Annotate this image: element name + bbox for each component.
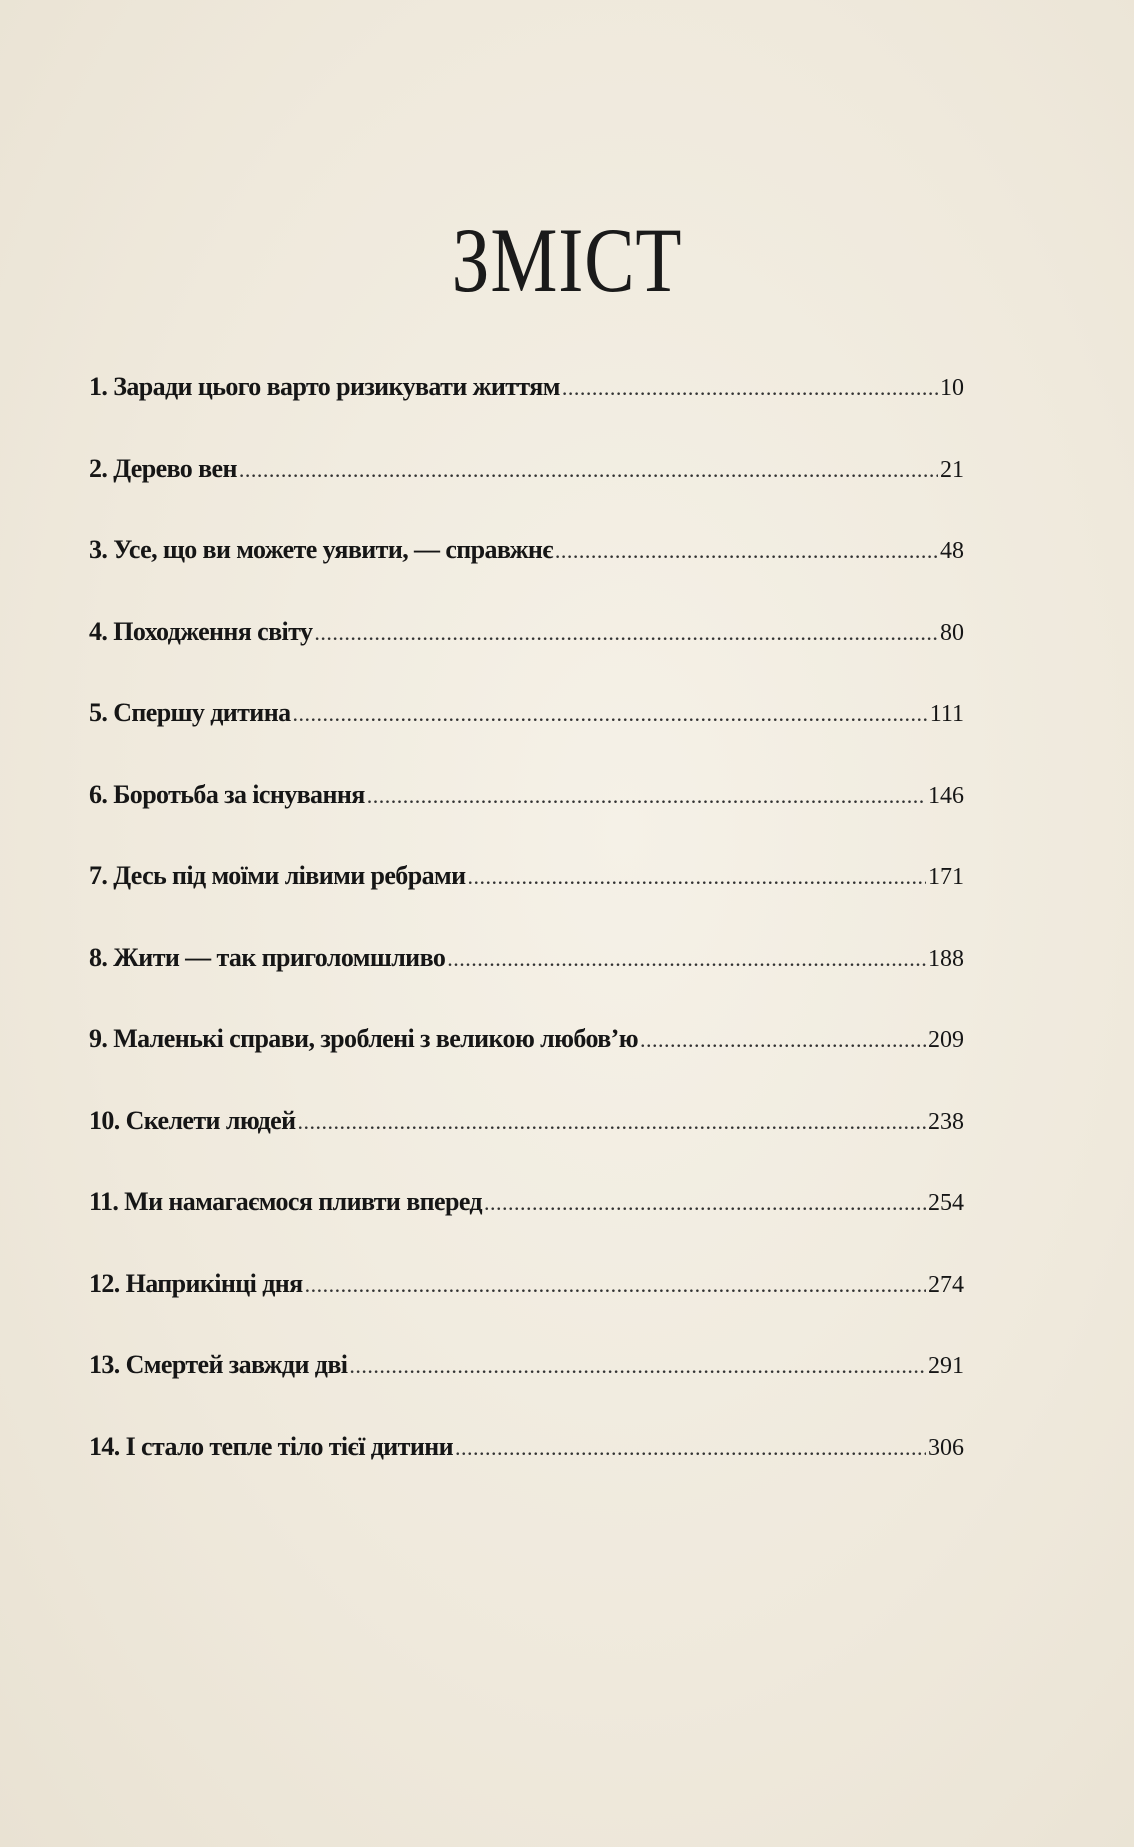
toc-entry-page: 146 xyxy=(928,782,964,809)
dot-leader xyxy=(562,375,938,401)
dot-leader xyxy=(367,783,926,809)
toc-entry-page: 188 xyxy=(928,945,964,972)
toc-entry-title: 3. Усе, що ви можете уявити, — справжнє xyxy=(89,535,553,564)
toc-entry xyxy=(89,617,964,699)
dot-leader xyxy=(467,864,926,890)
toc-entry xyxy=(89,1432,964,1514)
toc-entry xyxy=(89,372,964,454)
toc-entry-title: 8. Жити — так приголомшливо xyxy=(89,942,446,972)
toc-entry-title: 14. І стало тепле тіло тієї дитини xyxy=(89,1431,453,1461)
toc-entry-title: 5. Спершу дитина xyxy=(89,698,291,727)
dot-leader xyxy=(305,1272,926,1298)
toc-entry xyxy=(89,943,964,1025)
toc-entry-title: 4. Походження світу xyxy=(89,616,313,646)
toc-entry xyxy=(89,1187,964,1269)
toc-entry-title: 12. Наприкінці дня xyxy=(89,1268,303,1298)
toc-entry-title: 9. Маленькі справи, зроблені з великою любов’ю xyxy=(89,1024,638,1053)
toc-entry-page: 171 xyxy=(928,864,964,890)
toc-entry xyxy=(89,1350,964,1432)
toc-entry-page: 238 xyxy=(928,1108,964,1135)
toc-entry-page: 10 xyxy=(940,375,964,401)
toc-entry-page: 306 xyxy=(928,1434,964,1461)
toc-entry-title: 2. Дерево вен xyxy=(89,453,237,483)
toc-entry-page: 209 xyxy=(928,1027,964,1053)
toc-entry-title: 7. Десь під моїми лівими ребрами xyxy=(89,861,466,890)
dot-leader xyxy=(239,457,938,483)
dot-leader xyxy=(640,1027,926,1053)
toc-entry-page: 80 xyxy=(940,619,964,646)
dot-leader xyxy=(292,701,927,727)
toc-entry xyxy=(89,535,964,617)
toc-entry-page: 48 xyxy=(940,538,964,564)
toc-entry-title: 11. Ми намагаємося пливти вперед xyxy=(89,1187,482,1216)
toc-entry xyxy=(89,1269,964,1351)
toc-entry xyxy=(89,780,964,862)
toc-entry xyxy=(89,454,964,536)
toc-entry-title: 1. Заради цього варто ризикувати життям xyxy=(89,372,560,401)
dot-leader xyxy=(349,1353,926,1379)
toc-entry-page: 111 xyxy=(929,701,964,727)
dot-leader xyxy=(555,538,938,564)
dot-leader xyxy=(297,1109,926,1135)
dot-leader xyxy=(455,1435,926,1461)
toc-entry-title: 10. Скелети людей xyxy=(89,1105,296,1135)
toc-entry-page: 21 xyxy=(940,456,964,483)
dot-leader xyxy=(314,620,938,646)
toc-entry-title: 13. Смертей завжди дві xyxy=(89,1350,348,1379)
toc-entry xyxy=(89,861,964,943)
toc-entry xyxy=(89,1106,964,1188)
dot-leader xyxy=(484,1190,926,1216)
toc-entry-page: 291 xyxy=(928,1353,964,1379)
table-of-contents xyxy=(89,372,964,1513)
toc-entry-page: 254 xyxy=(928,1190,964,1216)
dot-leader xyxy=(447,946,926,972)
toc-entry xyxy=(89,1024,964,1106)
toc-entry xyxy=(89,698,964,780)
toc-entry-title: 6. Боротьба за існування xyxy=(89,779,365,809)
toc-entry-page: 274 xyxy=(928,1271,964,1298)
page-title: ЗМІСТ xyxy=(451,209,683,311)
